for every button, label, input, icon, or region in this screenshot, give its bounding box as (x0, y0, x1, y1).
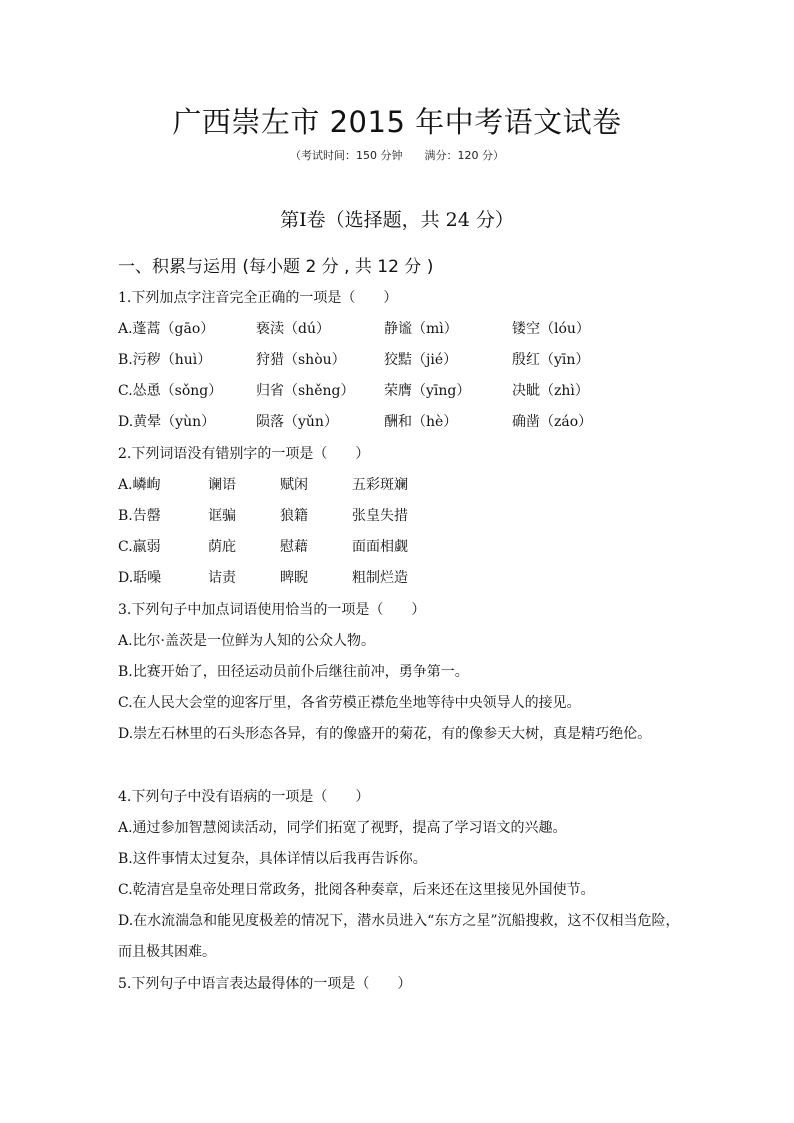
q1-b-word-3: 狡黠（jié） (384, 352, 458, 368)
q1-c-word-4: 决眦（zhì） (512, 383, 589, 399)
q1-c-word-2: 归省（shěng） (256, 383, 355, 399)
exam-time: （考试时间：150 分钟 (290, 149, 403, 162)
q2-c-word-2: 荫庇 (208, 539, 236, 555)
q4-option-b: B.这件事情太过复杂，具体详情以后我再告诉你。 (118, 851, 427, 867)
part-title: 第Ⅰ卷（选择题，共 24 分） (280, 209, 514, 231)
q2-b-word-2: 诓骗 (208, 508, 236, 524)
q2-a-word-3: 赋闲 (280, 477, 308, 493)
question-4-stem: 4.下列句子中没有语病的一项是（ ） (118, 789, 370, 805)
q1-option-b (118, 350, 638, 370)
q1-b-word-1: B.污秽（huì） (118, 352, 212, 368)
q2-d-word-4: 粗制烂造 (352, 570, 408, 586)
q1-d-word-3: 酬和（hè） (384, 414, 458, 430)
q2-a-word-2: 谰语 (208, 477, 236, 493)
q2-option-c (118, 537, 438, 557)
q2-d-word-1: D.聒噪 (118, 570, 162, 586)
q1-b-word-4: 殷红（yīn） (512, 352, 590, 368)
q2-option-d (118, 568, 438, 588)
q1-a-word-3: 静谧（mì） (384, 321, 458, 337)
q2-c-word-4: 面面相觑 (352, 539, 408, 555)
q2-d-word-2: 诘责 (208, 570, 236, 586)
q2-c-word-1: C.羸弱 (118, 539, 161, 555)
q3-option-a: A.比尔·盖茨是一位鲜为人知的公众人物。 (118, 633, 376, 649)
q4-option-d: D.在水流湍急和能见度极差的情况下，潜水员进入“东方之星”沉船搜救，这不仅相当危险，而且极其困难。 (118, 913, 680, 960)
q3-option-c: C.在人民大会堂的迎客厅里，各省劳模正襟危坐地等待中央领导人的接见。 (118, 695, 581, 711)
q4-option-a: A.通过参加智慧阅读活动，同学们拓宽了视野，提高了学习语文的兴趣。 (118, 820, 567, 836)
q1-option-d (118, 412, 638, 432)
q2-b-word-4: 张皇失措 (352, 508, 408, 524)
q1-d-word-4: 确凿（záo） (512, 414, 593, 430)
q1-d-word-2: 陨落（yǔn） (256, 414, 338, 430)
q2-b-word-3: 狼籍 (280, 508, 308, 524)
q2-b-word-1: B.告罄 (118, 508, 161, 524)
q1-b-word-2: 狩猎（shòu） (256, 352, 346, 368)
q2-c-word-3: 慰藉 (280, 539, 308, 555)
q1-a-word-2: 亵渎（dú） (256, 321, 330, 337)
q1-option-a (118, 319, 638, 339)
exam-title: 广西崇左市 2015 年中考语文试卷 (172, 105, 622, 139)
exam-score: 满分：120 分） (424, 149, 504, 162)
q3-option-b: B.比赛开始了，田径运动员前仆后继往前冲，勇争第一。 (118, 664, 469, 680)
q2-option-b (118, 506, 438, 526)
q2-d-word-3: 睥睨 (280, 570, 308, 586)
q1-c-word-1: C.怂恿（sǒng） (118, 383, 223, 399)
q4-option-c: C.乾清宫是皇帝处理日常政务，批阅各种奏章，后来还在这里接见外国使节。 (118, 882, 595, 898)
question-1-stem: 1.下列加点字注音完全正确的一项是（ ） (118, 290, 398, 306)
exam-info (0, 147, 794, 163)
question-2-stem: 2.下列词语没有错别字的一项是（ ） (118, 446, 370, 462)
q1-option-c (118, 381, 638, 401)
q2-a-word-1: A.嶙峋 (118, 477, 161, 493)
question-5-stem: 5.下列句子中语言表达最得体的一项是（ ） (118, 976, 412, 992)
q1-c-word-3: 荣膺（yīng） (384, 383, 471, 399)
q2-a-word-4: 五彩斑斓 (352, 477, 408, 493)
q1-a-word-4: 镂空（lóu） (512, 321, 590, 337)
q2-option-a (118, 475, 438, 495)
question-3-stem: 3.下列句子中加点词语使用恰当的一项是（ ） (118, 602, 426, 618)
q3-option-d: D.崇左石林里的石头形态各异，有的像盛开的菊花，有的像参天大树，真是精巧绝伦。 (118, 726, 652, 742)
q1-d-word-1: D.黄晕（yùn） (118, 414, 216, 430)
section-title: 一、积累与运用 (每小题 2 分 , 共 12 分 ) (118, 257, 434, 277)
q1-a-word-1: A.蓬蒿（gāo） (118, 321, 215, 337)
